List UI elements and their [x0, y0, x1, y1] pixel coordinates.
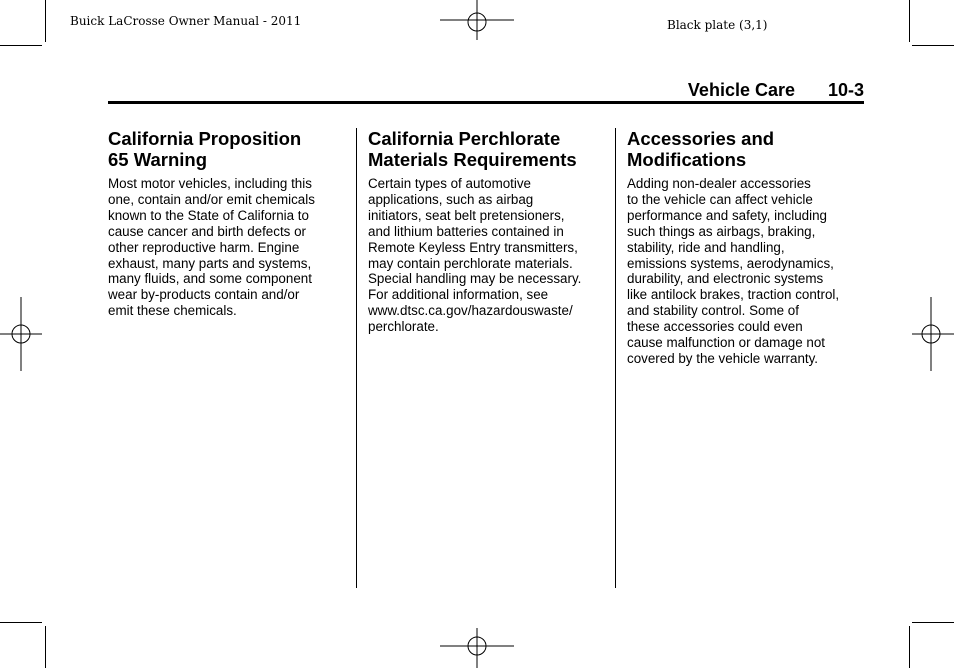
- crop-mark-bottom-right-v: [909, 626, 910, 668]
- body-line: cause malfunction or damage not: [627, 335, 826, 351]
- body-line: and stability control. Some of: [627, 303, 799, 319]
- body-line: durability, and electronic systems: [627, 271, 824, 287]
- body-line: performance and safety, including: [627, 207, 827, 223]
- body-accessories: [627, 176, 867, 367]
- crop-mark-bottom-left-h: [0, 622, 42, 623]
- body-line: stability, ride and handling,: [627, 239, 785, 255]
- body-line: and lithium batteries contained in: [368, 223, 564, 239]
- body-line: known to the State of California to: [108, 207, 309, 223]
- body-line: wear by-products contain and/or: [108, 287, 300, 303]
- body-line: emit these chemicals.: [108, 303, 237, 319]
- body-line: covered by the vehicle warranty.: [627, 350, 819, 366]
- body-line: like antilock brakes, traction control,: [627, 287, 840, 303]
- section-title: Vehicle Care: [687, 80, 795, 100]
- body-perchlorate: [368, 176, 608, 335]
- registration-mark-bottom-icon: [440, 626, 514, 668]
- crop-mark-bottom-right-h: [912, 622, 954, 623]
- body-line: to the vehicle can affect vehicle: [627, 191, 813, 207]
- page-number: 10-3: [827, 80, 864, 100]
- column-perchlorate: [368, 128, 608, 335]
- body-line: For additional information, see: [368, 287, 549, 303]
- registration-mark-top-icon: [440, 0, 514, 44]
- body-line: other reproductive harm. Engine: [108, 239, 300, 255]
- plate-manual-title: Buick LaCrosse Owner Manual - 2011: [70, 14, 302, 28]
- heading-line: Accessories and: [627, 128, 775, 149]
- body-line: Certain types of automotive: [368, 176, 532, 191]
- heading-proposition-65: [108, 128, 346, 170]
- body-line: Remote Keyless Entry transmitters,: [368, 239, 578, 255]
- crop-mark-top-right-v: [909, 0, 910, 42]
- body-line: Adding non-dealer accessories: [627, 176, 811, 191]
- body-line: such things as airbags, braking,: [627, 223, 816, 239]
- heading-line: Materials Requirements: [368, 149, 577, 170]
- header-rule: [108, 101, 864, 104]
- column-divider: [615, 128, 616, 588]
- body-line: Special handling may be necessary.: [368, 271, 582, 287]
- crop-mark-top-left-v: [45, 0, 46, 42]
- heading-perchlorate: [368, 128, 608, 170]
- column-proposition-65: [108, 128, 346, 319]
- body-line: these accessories could even: [627, 319, 803, 335]
- column-accessories: [627, 128, 867, 367]
- body-proposition-65: [108, 176, 346, 319]
- body-line: may contain perchlorate materials.: [368, 255, 573, 271]
- body-line: exhaust, many parts and systems,: [108, 255, 312, 271]
- body-line: one, contain and/or emit chemicals: [108, 191, 315, 207]
- body-line: initiators, seat belt pretensioners,: [368, 207, 565, 223]
- body-line: many fluids, and some component: [108, 271, 312, 287]
- heading-line: 65 Warning: [108, 149, 208, 170]
- registration-mark-right-icon: [910, 297, 954, 371]
- hazardous-waste-link[interactable]: perchlorate.: [368, 319, 439, 335]
- heading-accessories: [627, 128, 867, 170]
- heading-line: Modifications: [627, 149, 747, 170]
- crop-mark-top-left-h: [0, 45, 42, 46]
- crop-mark-top-right-h: [912, 45, 954, 46]
- plate-info: Black plate (3,1): [667, 18, 768, 32]
- body-line: Most motor vehicles, including this: [108, 176, 312, 191]
- column-divider: [356, 128, 357, 588]
- body-line: applications, such as airbag: [368, 191, 534, 207]
- hazardous-waste-link[interactable]: www.dtsc.ca.gov/hazardouswaste/: [368, 303, 573, 319]
- body-line: emissions systems, aerodynamics,: [627, 255, 834, 271]
- registration-mark-left-icon: [0, 297, 44, 371]
- crop-mark-bottom-left-v: [45, 626, 46, 668]
- heading-line: California Proposition: [108, 128, 302, 149]
- heading-line: California Perchlorate: [368, 128, 561, 149]
- body-line: cause cancer and birth defects or: [108, 223, 306, 239]
